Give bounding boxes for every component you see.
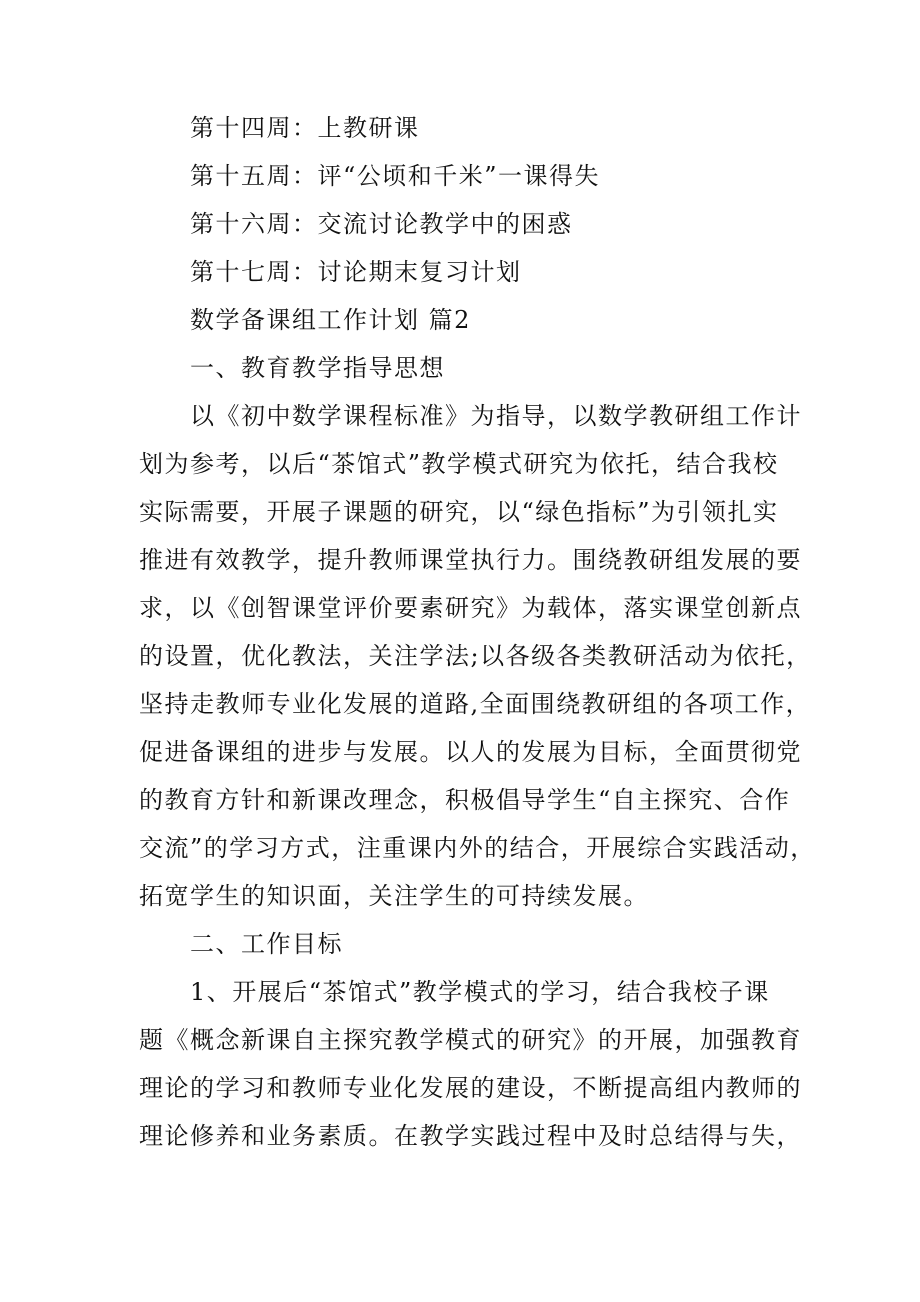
section2-para-line: 理论的学习和教师专业化发展的建设，不断提高组内教师的 [139,1074,802,1102]
section1-para-line: 的教育方针和新课改理念，积极倡导学生“自主探究、合作 [139,786,791,814]
section2-heading: 二、工作目标 [190,930,343,958]
section1-para-line: 交流”的学习方式，注重课内外的结合，开展综合实践活动， [139,834,816,862]
section1-para-line: 推进有效教学，提升教师课堂执行力。围绕教研组发展的要 [139,546,802,574]
section1-para-line: 拓宽学生的知识面，关注学生的可持续发展。 [139,882,649,910]
schedule-week-15: 第十五周：评“公顷和千米”一课得失 [190,162,601,190]
section1-heading: 一、教育教学指导思想 [190,354,445,382]
section2-para-line: 理论修养和业务素质。在教学实践过程中及时总结得与失， [139,1122,802,1150]
schedule-week-14: 第十四周：上教研课 [190,114,420,142]
schedule-week-16: 第十六周：交流讨论教学中的困惑 [190,210,573,238]
section1-para-line: 坚持走教师专业化发展的道路,全面围绕教研组的各项工作， [139,690,812,718]
section2-para-line: 1、开展后“茶馆式”教学模式的学习，结合我校子课 [190,978,770,1006]
section2-para-line: 题《概念新课自主探究教学模式的研究》的开展，加强教育 [139,1026,802,1054]
section1-para-line: 以《初中数学课程标准》为指导，以数学教研组工作计 [190,402,802,430]
section1-para-line: 实际需要，开展子课题的研究，以“绿色指标”为引领扎实 [139,498,779,526]
section1-para-line: 促进备课组的进步与发展。以人的发展为目标，全面贯彻党 [139,738,802,766]
section1-para-line: 求，以《创智课堂评价要素研究》为载体，落实课堂创新点 [139,594,802,622]
schedule-week-17: 第十七周：讨论期末复习计划 [190,258,522,286]
section1-para-line: 划为参考，以后“茶馆式”教学模式研究为依托，结合我校 [139,450,779,478]
doc-title: 数学备课组工作计划 篇2 [190,306,471,334]
section1-para-line: 的设置，优化教法，关注学法;以各级各类教研活动为依托， [139,642,812,670]
